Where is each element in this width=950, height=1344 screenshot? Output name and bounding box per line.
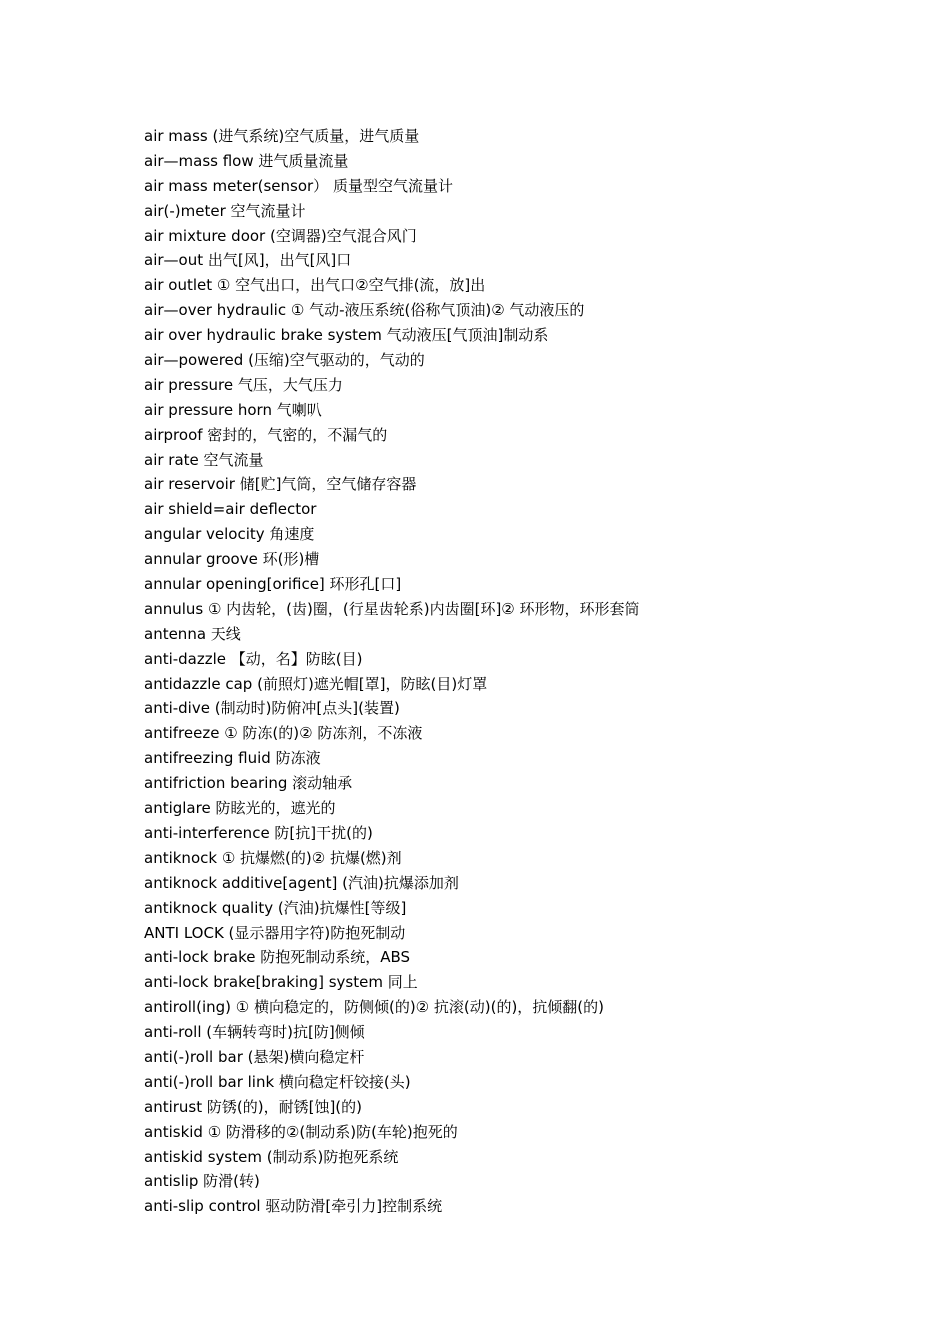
- glossary-entry: air outlet ① 空气出口，出气口②空气排(流，放]出: [144, 276, 486, 295]
- glossary-entry: antiknock quality (汽油)抗爆性[等级]: [144, 898, 407, 917]
- glossary-entry: air over hydraulic brake system 气动液压[气顶油]制动系: [144, 326, 549, 345]
- glossary-entry: anti-interference 防[抗]干扰(的): [144, 823, 373, 842]
- glossary-entry: antiglare 防眩光的，遮光的: [144, 799, 336, 818]
- glossary-entry: antirust 防锈(的)，耐锈[蚀](的): [144, 1097, 362, 1116]
- glossary-entry: annular groove 环(形)槽: [144, 550, 320, 569]
- glossary-entry: air shield=air deflector: [144, 500, 317, 519]
- glossary-entry: anti-slip control 驱动防滑[牵引力]控制系统: [144, 1197, 443, 1216]
- glossary-entry: air mass meter(sensor） 质量型空气流量计: [144, 176, 453, 195]
- glossary-entry: annular opening[orifice] 环形孔[口]: [144, 575, 402, 594]
- glossary-entry: antifreeze ① 防冻(的)② 防冻剂，不冻液: [144, 724, 423, 743]
- glossary-entry: antenna 天线: [144, 624, 241, 643]
- glossary-entry: anti-dive (制动时)防俯冲[点头](装置): [144, 699, 400, 718]
- glossary-entry: air reservoir 储[贮]气筒，空气储存容器: [144, 475, 417, 494]
- glossary-entry: antiskid system (制动系)防抱死系统: [144, 1147, 399, 1166]
- glossary-entry: air mixture door (空调器)空气混合风门: [144, 226, 417, 245]
- glossary-entry: air pressure 气压，大气压力: [144, 375, 343, 394]
- glossary-entry: anti-lock brake 防抱死制动系统，ABS: [144, 948, 411, 967]
- glossary-entry: air—out 出气[风]，出气[风]口: [144, 251, 352, 270]
- glossary-entry: air pressure horn 气喇叭: [144, 400, 322, 419]
- glossary-list: [144, 124, 904, 1219]
- glossary-entry: air mass (进气系统)空气质量，进气质量: [144, 127, 420, 145]
- glossary-entry: antidazzle cap (前照灯)遮光帽[罩]，防眩(目)灯罩: [144, 674, 488, 693]
- glossary-entry: angular velocity 角速度: [144, 525, 315, 544]
- glossary-entry: antiskid ① 防滑移的②(制动系)防(车轮)抱死的: [144, 1122, 458, 1141]
- glossary-entry: antiknock additive[agent] (汽油)抗爆添加剂: [144, 873, 459, 892]
- glossary-entry: ANTI LOCK (显示器用字符)防抱死制动: [144, 923, 406, 942]
- glossary-entry: anti(-)roll bar (悬架)横向稳定杆: [144, 1047, 365, 1066]
- glossary-entry: air(-)meter 空气流量计: [144, 201, 306, 220]
- glossary-entry: antiknock ① 抗爆燃(的)② 抗爆(燃)剂: [144, 848, 402, 867]
- glossary-entry: antifreezing fluid 防冻液: [144, 749, 321, 768]
- glossary-entry: annulus ① 内齿轮，(齿)圈，(行星齿轮系)内齿圈[环]② 环形物，环形套筒: [144, 599, 640, 618]
- glossary-entry: air rate 空气流量: [144, 450, 264, 469]
- glossary-entry: antifriction bearing 滚动轴承: [144, 774, 353, 793]
- glossary-entry: anti-lock brake[braking] system 同上: [144, 973, 418, 992]
- glossary-entry: air—powered (压缩)空气驱动的，气动的: [144, 351, 425, 370]
- glossary-entry: anti-roll (车辆转弯时)抗[防]侧倾: [144, 1023, 365, 1042]
- glossary-entry: air—over hydraulic ① 气动-液压系统(俗称气顶油)② 气动液压的: [144, 301, 585, 320]
- glossary-entry: air—mass flow 进气质量流量: [144, 151, 349, 170]
- glossary-entry: antiroll(ing) ① 横向稳定的，防侧倾(的)② 抗滚(动)(的)，抗倾翻(的): [144, 998, 605, 1017]
- glossary-entry: anti-dazzle 【动，名】防眩(目): [144, 649, 363, 668]
- glossary-entry: airproof 密封的，气密的，不漏气的: [144, 425, 388, 444]
- glossary-entry: anti(-)roll bar link 横向稳定杆铰接(头): [144, 1072, 411, 1091]
- glossary-entry: antislip 防滑(转): [144, 1172, 260, 1191]
